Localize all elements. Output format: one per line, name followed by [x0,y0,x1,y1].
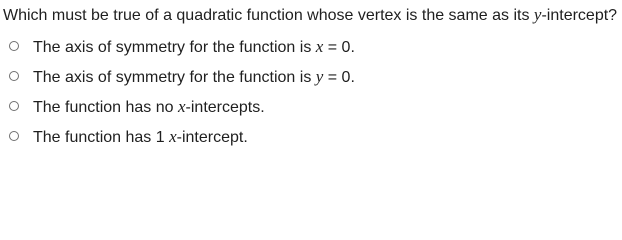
answer-option-label [33,37,355,58]
option-prefix: The function has 1 [33,129,170,146]
option-variable: x [169,127,177,146]
option-suffix: -intercepts. [185,99,265,116]
option-variable: y [315,67,324,86]
question-suffix: -intercept? [541,7,618,24]
option-prefix: The function has no [33,99,178,116]
option-suffix: = 0. [323,69,355,86]
option-suffix: = 0. [323,39,355,56]
answer-option-label [33,97,265,118]
option-suffix: -intercept. [176,129,248,146]
question-text [3,5,617,26]
option-prefix: The axis of symmetry for the function is [33,39,316,56]
answer-option-label [33,67,355,88]
option-variable: x [177,97,186,116]
radio-button[interactable] [9,101,19,111]
radio-button[interactable] [9,71,19,81]
radio-button[interactable] [9,131,19,141]
option-variable: x [315,37,324,56]
radio-button[interactable] [9,41,19,51]
question-variable: y [533,5,542,24]
question-prefix: Which must be true of a quadratic function whose vertex is the same as its [3,7,534,24]
answer-option-label [33,127,248,148]
option-prefix: The axis of symmetry for the function is [33,69,316,86]
